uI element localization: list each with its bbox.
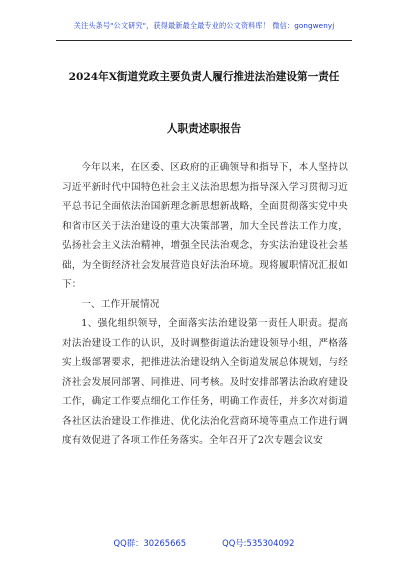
- document-title-line-1: 2024年X街道党政主要负责人履行推进法治建设第一责任: [68, 71, 340, 83]
- footer-contact: [0, 537, 408, 549]
- section-heading-1: 一、工作开展情况: [81, 298, 160, 310]
- header-divider: [56, 40, 352, 41]
- footer-qq-number: QQ号:535304092: [222, 538, 295, 548]
- document-title-line-2: 人职责述职报告: [166, 123, 242, 135]
- header-promo-note: 关注头条号"公文研究"，获得最新最全最专业的公文资料库！ 微信：gongwenyj: [73, 21, 335, 30]
- body-paragraph-intro: 今年以来，在区委、区政府的正确领导和指导下，本人坚持以习近平新时代中国特色社会主义法治思想为指导深入学习贯彻习近平总书记全面依法治国新理念新思想新战略，全面贯彻落实党中央和省市区关于法治建设的重大决策部署，加大全民普法工作力度，弘扬社会主义法治精神，增强全民法治观念，夯实法治建设社会基础，为全街经济社会发展营造良好法治环境。现将履职情况汇报如下：: [62, 162, 348, 290]
- footer-qq-group: QQ群：30265665: [113, 538, 187, 548]
- document-body: [62, 158, 348, 451]
- body-paragraph-item-1: 1、强化组织领导，全面落实法治建设第一责任人职责。提高对法治建设工作的认识，及时调整街道法治建设领导小组，严格落实上级部署要求，把推进法治建设纳入全街道发展总体规划，与经济社会发展同部署、同推进、同考核。及时安排部署法治政府建设工作，确定工作要点细化工作任务，明确工作责任，并多次对街道各社区法治建设工作推进、优化法治化营商环境等重点工作进行调度有效促进了各项工作任务落实。全年召开了2次专题会议安: [62, 318, 348, 446]
